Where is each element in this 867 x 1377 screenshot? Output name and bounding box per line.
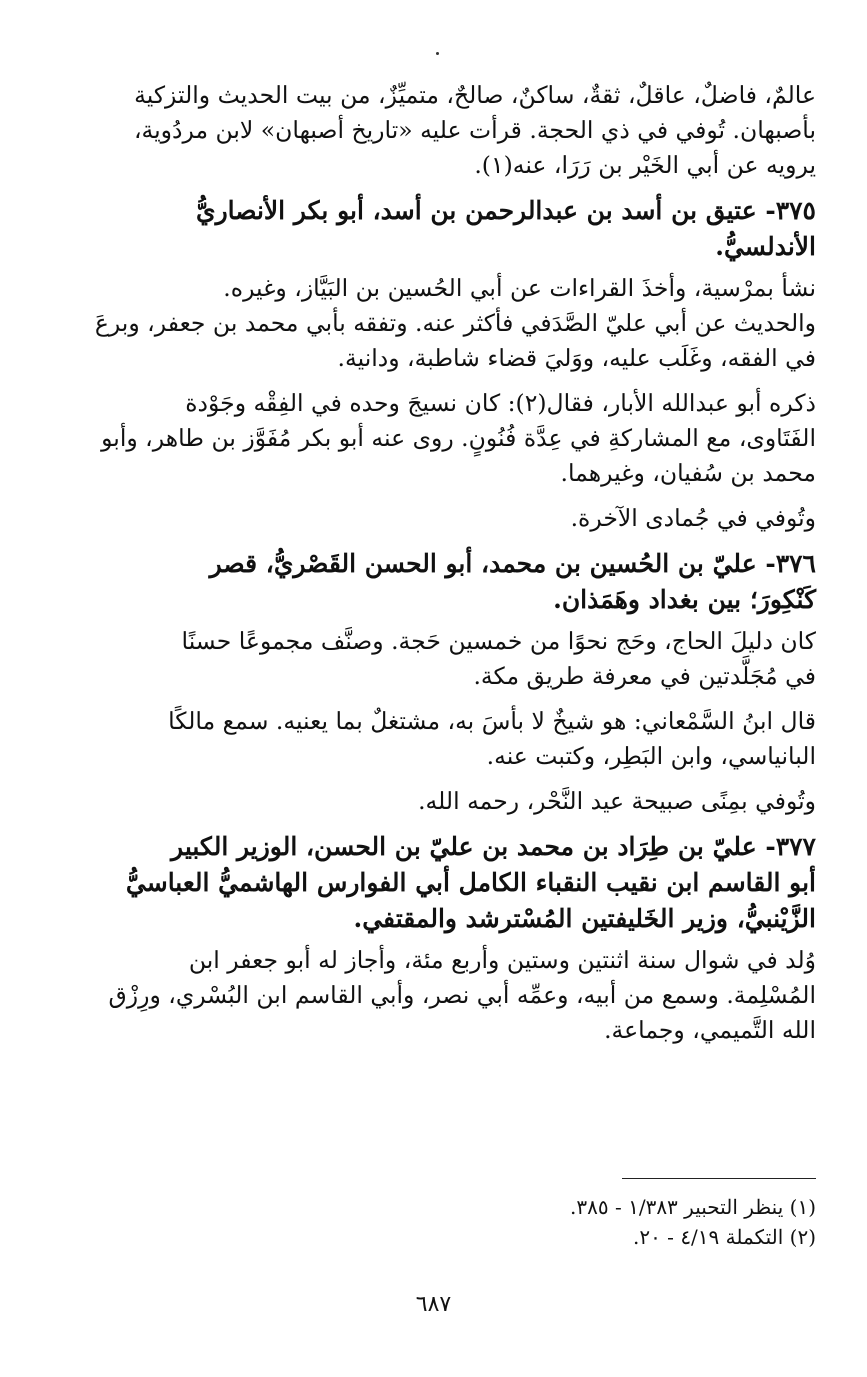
- entry-heading-line: أبو القاسم ابن نقيب النقباء الكامل أبي الفوارس الهاشميُّ العباسيُّ: [125, 868, 816, 897]
- entry-heading-line: الأندلسيُّ.: [715, 232, 816, 261]
- entry-paragraph: [78, 704, 816, 774]
- entry-paragraph: [78, 943, 816, 1048]
- body-line: الفَتَاوى، مع المشاركةِ في عِدَّة فُنُونٍ. روى عنه أبو بكر مُفَوَّز بن طاهر، وأبو: [101, 424, 816, 452]
- body-line: في الفقه، وغَلَب عليه، ووَليَ قضاء شاطبة، ودانية.: [337, 344, 816, 372]
- body-line: الله التَّميمي، وجماعة.: [604, 1016, 816, 1044]
- footnotes: [78, 1192, 816, 1252]
- entry-377: [78, 829, 816, 1048]
- body-line: يرويه عن أبي الخَيْر بن رَرَا، عنه(١).: [474, 151, 816, 179]
- entry-heading-line: ٣٧٥- عتيق بن أسد بن عبدالرحمن بن أسد، أبو بكر الأنصاريُّ: [196, 196, 816, 225]
- body-line: وُلد في شوال سنة اثنتين وستين وأربع مئة، وأجاز له أبو جعفر ابن: [188, 946, 816, 974]
- footnote-divider: [622, 1178, 816, 1179]
- body-line: محمد بن سُفيان، وغيرهما.: [560, 459, 816, 487]
- body-line: نشأ بمرْسية، وأخذَ القراءات عن أبي الحُسين بن البَيَّاز، وغيره.: [223, 274, 816, 302]
- entry-paragraph: [78, 501, 816, 536]
- body-line: ذكره أبو عبدالله الأبار، فقال(٢): كان نسيجَ وحده في الفِقْه وجَوْدة: [185, 389, 816, 417]
- entry-heading: [78, 193, 816, 265]
- body-line: عالمٌ، فاضلٌ، عاقلٌ، ثقةٌ، ساكنٌ، صالحٌ، متميِّزٌ، من بيت الحديث والتزكية: [134, 81, 816, 109]
- entry-heading: [78, 546, 816, 618]
- footnote: (١) ينظر التحبير ١/٣٨٣ - ٣٨٥.: [570, 1195, 816, 1219]
- body-line: المُسْلِمة. وسمع من أبيه، وعمِّه أبي نصر، وأبي القاسم ابن البُسْري، ورِزْق: [108, 981, 816, 1009]
- entry-heading-line: كَنْكِورَ؛ بين بغداد وهَمَذان.: [553, 585, 816, 614]
- print-speck: [436, 52, 439, 55]
- body-line: وتُوفي في جُمادى الآخرة.: [570, 504, 816, 532]
- entry-paragraph: [78, 624, 816, 694]
- entry-heading-line: ٣٧٦- عليّ بن الحُسين بن محمد، أبو الحسن القَصْريُّ، قصر: [209, 549, 816, 578]
- body-line: كان دليلَ الحاج، وحَج نحوًا من خمسين حَجة. وصنَّف مجموعًا حسنًا: [181, 627, 816, 655]
- body-line: وتُوفي بمِنًى صبيحة عيد النَّحْر، رحمه الله.: [418, 787, 816, 815]
- entry-paragraph: [78, 386, 816, 491]
- continued-entry: [78, 78, 816, 183]
- body-line: قال ابنُ السَّمْعاني: هو شيخٌ لا بأسَ به، مشتغلٌ بما يعنيه. سمع مالكًا: [168, 707, 816, 735]
- entry-376: [78, 546, 816, 819]
- body-line: في مُجَلَّدتين في معرفة طريق مكة.: [473, 662, 816, 690]
- entry-paragraph: [78, 271, 816, 376]
- page-number: ٦٨٧: [415, 1292, 452, 1317]
- main-text: [78, 78, 816, 1058]
- entry-heading: [78, 829, 816, 937]
- body-line: بأصبهان. تُوفي في ذي الحجة. قرأت عليه «تاريخ أصبهان» لابن مردُوية،: [133, 116, 816, 144]
- body-line: البانياسي، وابن البَطِر، وكتبت عنه.: [486, 742, 816, 770]
- entry-heading-line: ٣٧٧- عليّ بن طِرَاد بن محمد بن عليّ بن الحسن، الوزير الكبير: [171, 832, 816, 861]
- body-line: والحديث عن أبي عليّ الصَّدَفي فأكثر عنه. وتفقه بأبي محمد بن جعفر، وبرعَ: [94, 309, 816, 337]
- entry-paragraph: [78, 784, 816, 819]
- entry-heading-line: الزَّيْنبيُّ، وزير الخَليفتين المُسْترشد والمقتفي.: [353, 904, 816, 933]
- entry-375: [78, 193, 816, 536]
- footnote: (٢) التكملة ٤/١٩ - ٢٠.: [632, 1225, 816, 1249]
